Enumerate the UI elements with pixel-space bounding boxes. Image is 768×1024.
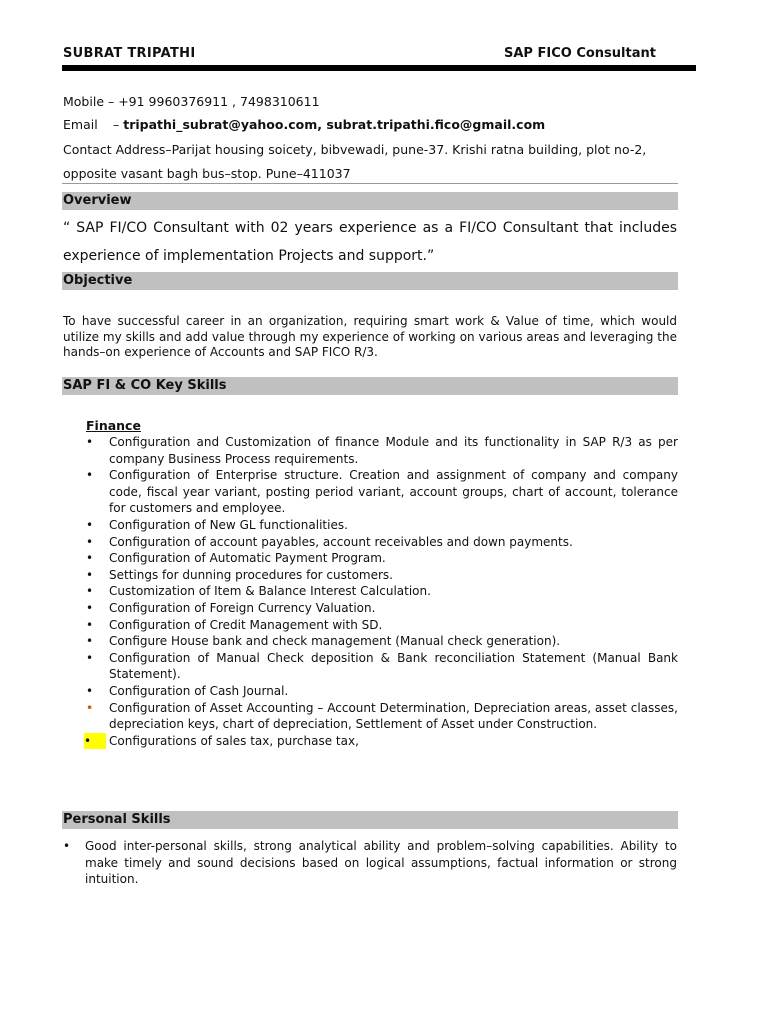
bullet-icon: • [86,551,94,566]
mobile-line: Mobile – +91 9960376911 , 7498310611 [63,94,320,109]
objective-text: To have successful career in an organization, requiring smart work & Value of time, which would utilize my skills and add value through my experience of working on various areas and leveraging the hands–on experience of Accounts and SAP FICO R/3. [63,314,677,359]
personal-skills-heading: Personal Skills [62,811,678,829]
bullet-icon: • [86,567,94,582]
bullet-icon: • [86,517,94,532]
list-item [86,617,678,634]
list-item [86,550,678,567]
address-line-2: opposite vasant bagh bus–stop. Pune–411037 [63,166,351,181]
list-item [86,600,678,617]
list-item-text: Configuration of Enterprise structure. Creation and assignment of company and company code, fiscal year variant, posting period variant, account groups, chart of account, tolerance for customers and employee. [109,468,678,516]
overview-heading: Overview [62,192,678,210]
bullet-icon: • [86,534,94,549]
personal-skills-list [63,838,677,888]
list-item-text: Configuration of New GL functionalities. [109,517,348,532]
list-item-text: Customization of Item & Balance Interest Calculation. [109,584,431,599]
bullet-icon: • [86,634,94,649]
email-value: tripathi_subrat@yahoo.com, subrat.tripathi.fico@gmail.com [123,117,546,132]
highlighted-bullet-icon: • [84,733,106,750]
list-item [86,700,678,733]
list-item [86,633,678,650]
email-separator: – [113,117,120,132]
overview-text: “ SAP FI/CO Consultant with 02 years experience as a FI/CO Consultant that includes experience of implementation Projects and support.” [63,220,677,264]
list-item [86,683,678,700]
list-item-text: Configurations of sales tax, purchase tax, [109,733,359,748]
candidate-role: SAP FICO Consultant [504,46,656,61]
bullet-icon: • [86,617,94,632]
list-item-text: Configure House bank and check management (Manual check generation). [109,634,561,649]
list-item [86,517,678,534]
email-line [63,117,545,132]
bullet-icon: • [86,700,94,715]
objective-heading: Objective [62,272,678,290]
candidate-name: SUBRAT TRIPATHI [63,46,196,61]
list-item-text: Configuration of Automatic Payment Program. [109,551,386,566]
address-line-1: Contact Address–Parijat housing soicety, bibvewadi, pune-37. Krishi ratna building, plot no-2, [63,142,647,157]
list-item-text: Good inter-personal skills, strong analytical ability and problem–solving capabilities. Ability to make timely and sound decisions based on logical assumptions, factual information or strong intuition. [85,839,677,887]
bullet-icon: • [86,468,94,483]
list-item-text: Configuration of Credit Management with SD. [109,617,383,632]
key-skills-heading: SAP FI & CO Key Skills [62,377,678,395]
list-item [86,434,678,467]
bullet-icon: • [63,839,71,853]
list-item-text: Configuration of Manual Check deposition & Bank reconciliation Statement (Manual Bank Statement). [109,650,678,682]
list-item [86,567,678,584]
bullet-icon: • [86,435,94,449]
list-item [86,733,678,750]
list-item [86,583,678,600]
list-item [86,467,678,517]
list-item-text: Configuration of account payables, account receivables and down payments. [109,534,573,549]
header-divider [62,65,696,71]
bullet-icon: • [86,683,94,698]
list-item-text: Configuration of Asset Accounting – Account Determination, Depreciation areas, asset classes, depreciation keys, chart of depreciation, Settlement of Asset under Construction. [109,700,678,732]
finance-skills-list [86,434,678,749]
list-item-text: Settings for dunning procedures for customers. [109,567,393,582]
list-item-text: Configuration of Cash Journal. [109,683,289,698]
list-item-text: Configuration and Customization of finance Module and its functionality in SAP R/3 as per company Business Process requirements. [109,435,678,466]
list-item-text: Configuration of Foreign Currency Valuation. [109,600,376,615]
email-label: Email [63,117,98,132]
bullet-icon: • [86,650,94,665]
list-item [63,838,677,888]
bullet-icon: • [86,584,94,599]
bullet-icon: • [86,600,94,615]
list-item [86,650,678,683]
list-item [86,534,678,551]
finance-subheading: Finance [86,418,141,433]
contact-divider [62,183,678,184]
